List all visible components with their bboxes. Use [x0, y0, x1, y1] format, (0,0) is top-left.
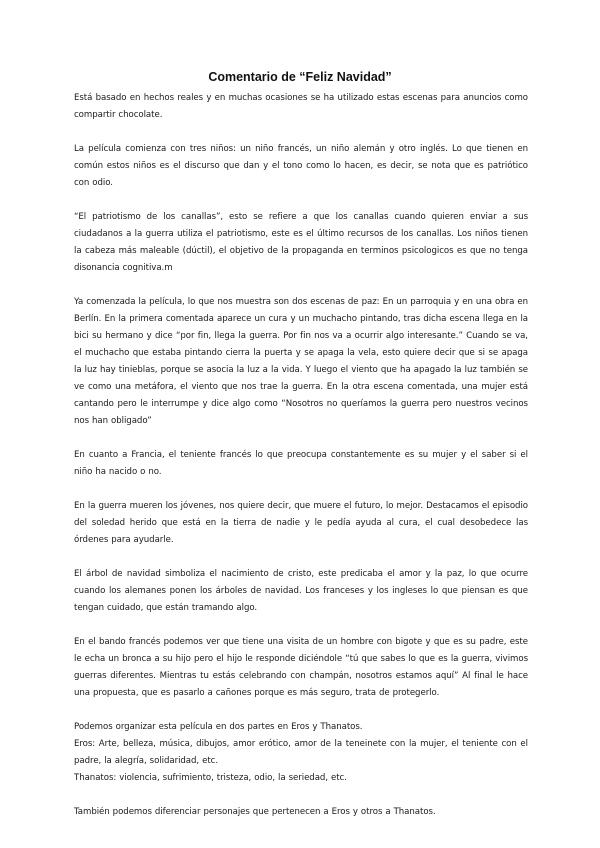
paragraph-eros-thanatos-intro: Podemos organizar esta película en dos partes en Eros y Thanatos.	[74, 722, 363, 732]
document-body	[74, 90, 528, 838]
paragraph-french-side: En el bando francés podemos ver que tiene una visita de un hombre con bigote y que es su padre, este le echa un bronca a su hijo pero el hijo le responde diciéndole “tú que sabes lo que es la guerra, vivimos guerras diferentes. Mientras tu estás celebrando con champán, nosotros estamos aquí” Al final le hace una propuesta, que es pasarlo a cañones porque es más seguro, trata de protegerlo.	[74, 637, 528, 698]
paragraph-intro: Está basado en hechos reales y en muchas ocasiones se ha utilizado estas escenas para anuncios como compartir chocolate.	[74, 93, 528, 120]
paragraph-thanatos: Thanatos: violencia, sufrimiento, tristeza, odio, la seriedad, etc.	[74, 773, 347, 783]
paragraph-christmas-tree: El árbol de navidad simboliza el nacimiento de cristo, este predicaba el amor y la paz, lo que ocurre cuando los alemanes ponen los árboles de navidad. Los franceses y los ingleses lo que piensan es que tengan cuidado, que están tramando algo.	[74, 569, 528, 613]
paragraph-closing: También podemos diferenciar personajes que pertenecen a Eros y otros a Thanatos.	[74, 807, 436, 817]
document-title: Comentario de “Feliz Navidad”	[208, 70, 392, 84]
paragraph-patriotism: “El patriotismo de los canallas”, esto se refiere a que los canallas cuando quieren enviar a sus ciudadanos a la guerra utiliza el patriotismo, este es el último recursos de los canallas. Los niños tienen la cabeza más maleable (dúctil), el objetivo de la propaganda en terminos psicologicos es que no tenga disonancia cognitiva.m	[74, 212, 528, 273]
paragraph-three-children: La película comienza con tres niños: un niño francés, un niño alemán y otro inglés. Lo que tienen en común estos niños es el discurso que dan y el tono como lo hacen, es decir, se nota que es patriótico con odio.	[74, 144, 528, 188]
paragraph-france: En cuanto a Francia, el teniente francés lo que preocupa constantemente es su mujer y el saber si el niño ha nacido o no.	[74, 450, 528, 477]
paragraph-peace-scenes: Ya comenzada la película, lo que nos muestra son dos escenas de paz: En un parroquia y en una obra en Berlín. En la primera comentada aparece un cura y un muchacho pintando, tras dicha escena llega en la bici su hermano y dice “por fin, llega la guerra. Por fin nos va a ocurrir algo interesante.” Cuando se va, el muchacho que estaba pintando cierra la puerta y se apaga la vela, esto quiere decir que si se apaga la luz hay tinieblas, porque se asocia la luz a la vida. Y luego el viento que ha apagado la luz también se ve como una metáfora, el viento que nos trae la guerra. En la otra escena comentada, una mujer está cantando pero le interrumpe y dice algo como “Nosotros no queríamos la guerra pero nuestros vecinos nos han obligado”	[74, 297, 528, 426]
paragraph-eros: Eros: Arte, belleza, música, dibujos, amor erótico, amor de la teneinete con la mujer, el teniente con el padre, la alegría, solidaridad, etc.	[74, 739, 528, 766]
paragraph-youth-war: En la guerra mueren los jóvenes, nos quiere decir, que muere el futuro, lo mejor. Destacamos el episodio del soledad herido que está en la tierra de nadie y le pedía ayuda al cura, el cual desobedece las órdenes para ayudarle.	[74, 501, 528, 545]
